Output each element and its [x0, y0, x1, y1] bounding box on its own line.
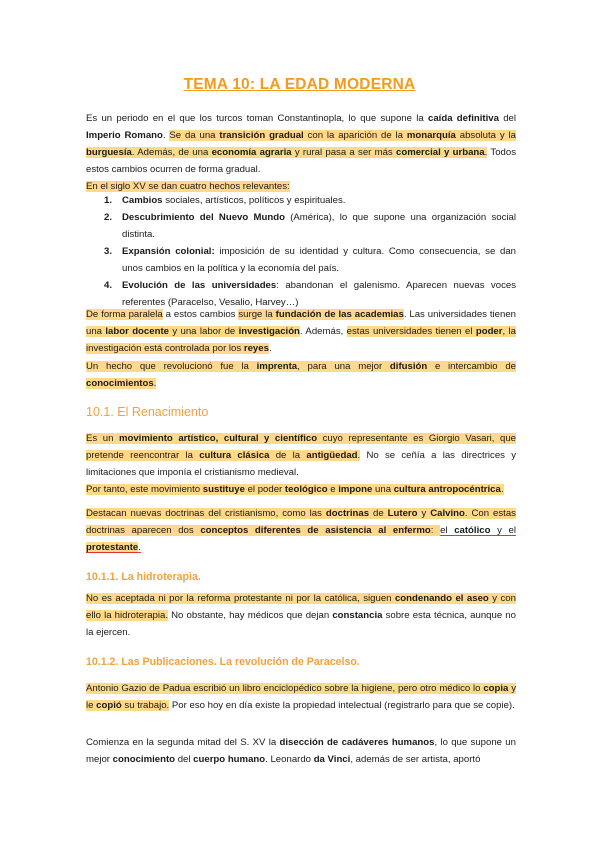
text-run: . — [165, 610, 168, 621]
text-run: y con ello la hidroterapia — [86, 593, 516, 621]
text-run: y rural pasa a ser más — [291, 147, 396, 158]
text-run: sustituye — [202, 484, 245, 495]
text-run: católico — [454, 525, 491, 536]
text-run: Expansión colonial: — [122, 246, 215, 257]
hidroterapia-paragraph — [86, 590, 516, 641]
text-run: Por eso hoy en día existe la propiedad intelectual (registrarlo para que se copie). — [169, 700, 515, 711]
text-run: . Además, de una — [131, 147, 212, 158]
text-run: No es aceptada ni por la reforma protestante ni por la católica, siguen — [86, 593, 395, 604]
renacimiento-paragraph-1 — [86, 430, 516, 481]
text-run: imprenta — [256, 361, 298, 372]
text-run: teológico — [284, 484, 328, 495]
text-run: del — [498, 113, 516, 124]
text-run: poder — [475, 326, 503, 337]
text-run: sociales, artísticos, políticos y espirituales. — [162, 195, 346, 206]
imprenta-paragraph — [86, 358, 516, 392]
text-run: . Las universidades tienen — [403, 309, 517, 320]
text-run: Destacan nuevas doctrinas del cristianismo, como las — [86, 508, 326, 519]
text-run: . Leonardo — [265, 754, 314, 765]
text-run: estas universidades tienen el — [346, 326, 476, 337]
text-run: cultura antropocéntrica — [393, 484, 501, 495]
text-run: Imperio Romano — [86, 130, 163, 141]
list-item — [86, 243, 516, 277]
text-run: el poder — [244, 484, 285, 495]
text-run: Todos estos cambios ocurren de forma gradual. — [86, 147, 516, 175]
text-run: cuyo representante es Giorgio Vasari, que pretende reencontrar la — [86, 433, 516, 461]
text-run: Por tanto, este movimiento — [86, 484, 203, 495]
text-run: reyes — [243, 343, 269, 354]
text-run: . Con estas doctrinas aparecen dos — [86, 508, 516, 536]
text-run: y una labor de — [168, 326, 239, 337]
text-run: su trabajo — [121, 700, 167, 711]
text-run: una — [372, 484, 394, 495]
text-run: impone — [338, 484, 373, 495]
text-run: fundación de las academias — [275, 309, 404, 320]
text-run: Se da una — [169, 130, 220, 141]
text-run: constancia — [332, 610, 383, 621]
text-run: , para una mejor — [297, 361, 390, 372]
text-run: Cambios — [122, 195, 163, 206]
list-item — [86, 209, 516, 243]
text-run: copió — [96, 700, 122, 711]
text-run: da Vinci — [313, 754, 351, 765]
text-run: economía agraria — [211, 147, 292, 158]
text-run: monarquía — [406, 130, 456, 141]
text-run: . — [166, 700, 170, 711]
list-number: 2. — [104, 212, 113, 223]
text-run: , lo que supone un mejor — [86, 737, 516, 765]
text-run: . — [357, 450, 361, 461]
text-run: y el — [490, 525, 516, 536]
text-run: Lutero — [387, 508, 418, 519]
highlighted-text — [86, 361, 516, 389]
text-run: absoluta y la — [455, 130, 516, 141]
text-run: el — [440, 525, 455, 536]
text-run: disección de cadáveres humanos — [279, 737, 435, 748]
text-run: condenando el aseo — [394, 593, 489, 604]
section-heading: 10.1. El Renacimiento — [86, 405, 209, 419]
text-run: , además de ser artista, aportó — [350, 754, 481, 765]
text-run: conocimiento — [112, 754, 176, 765]
text-run: . — [484, 147, 488, 158]
text-run: . — [138, 542, 141, 553]
page-title: TEMA 10: LA EDAD MODERNA — [183, 76, 416, 93]
list-number: 3. — [104, 246, 113, 257]
highlighted-text — [86, 326, 300, 337]
text-run: protestante — [86, 542, 139, 553]
text-run: . — [162, 130, 170, 141]
text-run: . Además, — [299, 326, 347, 337]
highlighted-text — [238, 309, 403, 320]
text-run: con la aparición de la — [303, 130, 407, 141]
text-run: caída definitiva — [428, 113, 499, 124]
text-run: del — [175, 754, 194, 765]
text-run: doctrinas — [325, 508, 370, 519]
subsection-heading: 10.1.1. La hidroterapia. — [86, 571, 201, 583]
text-run: de — [369, 508, 388, 519]
text-run: . — [268, 343, 272, 354]
publicaciones-paragraph-2 — [86, 734, 516, 768]
siglo-xv-list — [86, 192, 516, 311]
publicaciones-paragraph-1 — [86, 680, 516, 714]
text-run: Antonio Gazio de Padua escribió un libro enciclopédico sobre la higiene, pero otro médico lo — [86, 683, 484, 694]
text-run: e intercambio de — [427, 361, 517, 372]
renacimiento-paragraph-3 — [86, 505, 516, 556]
text-run: investigación — [238, 326, 300, 337]
text-run: No se ceñía a las directrices y limitaciones que imponía el cristianismo medieval. — [86, 450, 517, 478]
text-run: , la investigación está controlada por los — [86, 326, 516, 354]
subsection-heading: 10.1.2. Las Publicaciones. La revolución de Paracelso. — [86, 656, 360, 668]
text-run: copia — [483, 683, 509, 694]
text-run: . — [153, 378, 157, 389]
text-run: labor docente — [105, 326, 169, 337]
text-run: : — [430, 525, 441, 536]
text-run: a estos cambios — [162, 309, 239, 320]
text-run: . — [500, 484, 504, 495]
paralela-paragraph — [86, 306, 516, 357]
text-run: imposición de su identidad y cultura. Como consecuencia, se dan unos cambios en la política y la economía del país. — [122, 246, 516, 274]
text-run: antigüedad — [306, 450, 358, 461]
text-run: Descubrimiento del Nuevo Mundo — [122, 212, 285, 223]
text-run: cuerpo humano — [193, 754, 266, 765]
text-run: sobre esta técnica, aunque no la ejercen. — [86, 610, 516, 638]
text-run: y le — [86, 683, 516, 711]
list-number: 1. — [104, 195, 113, 206]
text-run: Evolución de las universidades — [122, 280, 277, 291]
text-run: Comienza en la segunda mitad del S. XV la — [86, 737, 280, 748]
text-run: Es un periodo en el que los turcos toman Constantinopla, lo que supone la — [86, 113, 428, 124]
text-run: una — [86, 326, 106, 337]
highlighted-text: De forma paralela — [86, 309, 163, 320]
renacimiento-paragraph-2 — [86, 481, 516, 498]
text-run: y — [417, 508, 431, 519]
text-run: : abandonan el galenismo. Aparecen nuevas voces referentes (Paracelso, Vesalio, Harvey…) — [122, 280, 516, 308]
text-run: (América), lo que supone una organización social distinta. — [122, 212, 516, 240]
intro-paragraph — [86, 110, 516, 178]
text-run: Es un — [86, 433, 119, 444]
text-run: burguesía — [86, 147, 132, 158]
text-run: comercial y urbana — [396, 147, 485, 158]
highlighted-text — [86, 484, 504, 495]
text-run: e — [327, 484, 339, 495]
text-run: de la — [269, 450, 307, 461]
text-run: cultura clásica — [199, 450, 270, 461]
text-run: conceptos diferentes de asistencia al enfermo — [200, 525, 431, 536]
text-run: transición gradual — [219, 130, 304, 141]
list-item — [86, 192, 516, 209]
text-run: No obstante, hay médicos que dejan — [168, 610, 333, 621]
highlighted-text: En el siglo XV se dan cuatro hechos relevantes: — [86, 181, 290, 192]
text-run: Calvino — [430, 508, 465, 519]
text-run: movimiento artístico, cultural y científico — [118, 433, 318, 444]
text-run: surge la — [238, 309, 276, 320]
text-run: difusión — [389, 361, 428, 372]
text-run: conocimientos — [86, 378, 154, 389]
text-run: Un hecho que revolucionó fue la — [86, 361, 257, 372]
list-number: 4. — [104, 280, 113, 291]
